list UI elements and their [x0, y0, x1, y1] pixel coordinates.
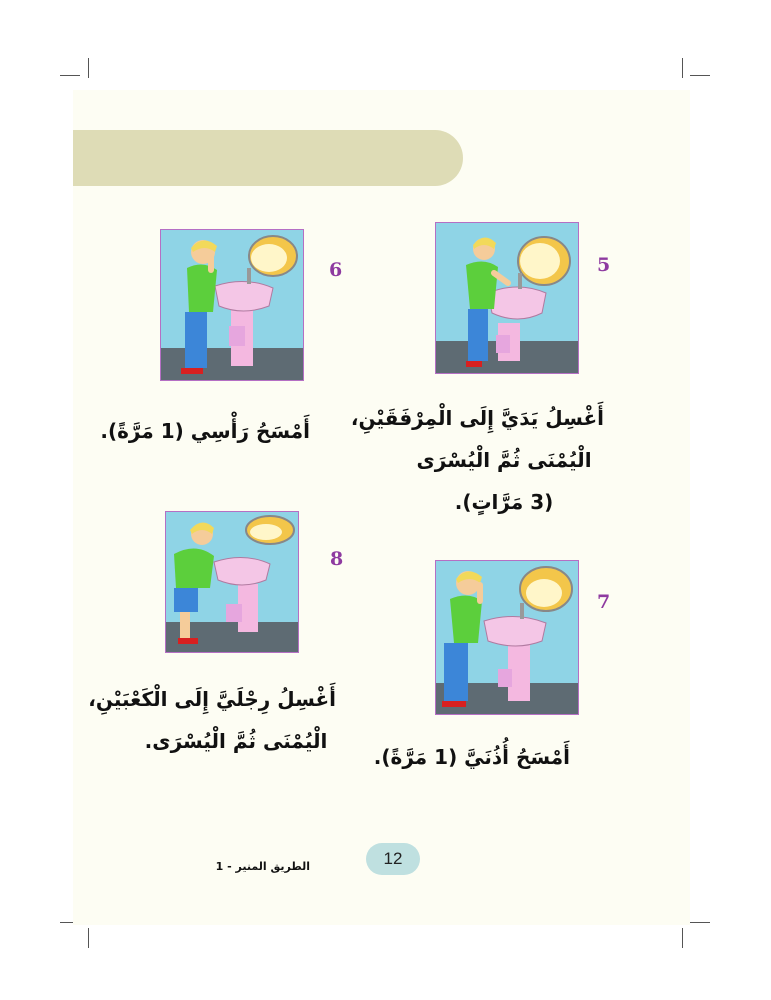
header-banner [73, 130, 463, 186]
boy-washing-illustration-icon [166, 512, 298, 652]
caption-line: الْيُمْنَى ثُمَّ الْيُسْرَى [416, 448, 592, 472]
step-7-caption [373, 736, 570, 778]
caption-line: الْيُمْنَى ثُمَّ الْيُسْرَى. [144, 729, 328, 753]
step-5-illustration [435, 222, 579, 374]
step-6-caption [100, 410, 310, 452]
boy-washing-illustration-icon [436, 561, 578, 714]
crop-mark [690, 75, 710, 76]
step-number-6: 6 [329, 259, 343, 281]
caption-line: (3 مَرَّاتٍ). [454, 490, 554, 514]
caption-line: أَغْسِلُ يَدَيَّ إِلَى الْمِرْفَقَيْنِ، [350, 406, 604, 430]
boy-washing-illustration-icon [161, 230, 303, 380]
caption-line: أَمْسَحُ أُذُنَيَّ (1 مَرَّةً). [373, 745, 570, 769]
step-5-caption [350, 397, 604, 523]
step-8-caption [88, 678, 336, 762]
crop-mark [88, 58, 89, 78]
step-8-illustration [165, 511, 299, 653]
step-number-7: 7 [597, 591, 611, 613]
crop-mark [60, 75, 80, 76]
step-7-illustration [435, 560, 579, 715]
crop-mark [690, 922, 710, 923]
crop-mark [88, 928, 89, 948]
step-6-illustration [160, 229, 304, 381]
step-number-8: 8 [330, 548, 344, 570]
boy-washing-illustration-icon [436, 223, 578, 373]
crop-mark [682, 928, 683, 948]
caption-line: أَمْسَحُ رَأْسِي (1 مَرَّةً). [100, 419, 310, 443]
step-number-5: 5 [597, 254, 611, 276]
book-title: الطريق المنير - 1 [215, 860, 310, 873]
page-number-badge: 12 [366, 843, 420, 875]
caption-line: أَغْسِلُ رِجْلَيَّ إِلَى الْكَعْبَيْنِ، [88, 687, 336, 711]
crop-mark [682, 58, 683, 78]
